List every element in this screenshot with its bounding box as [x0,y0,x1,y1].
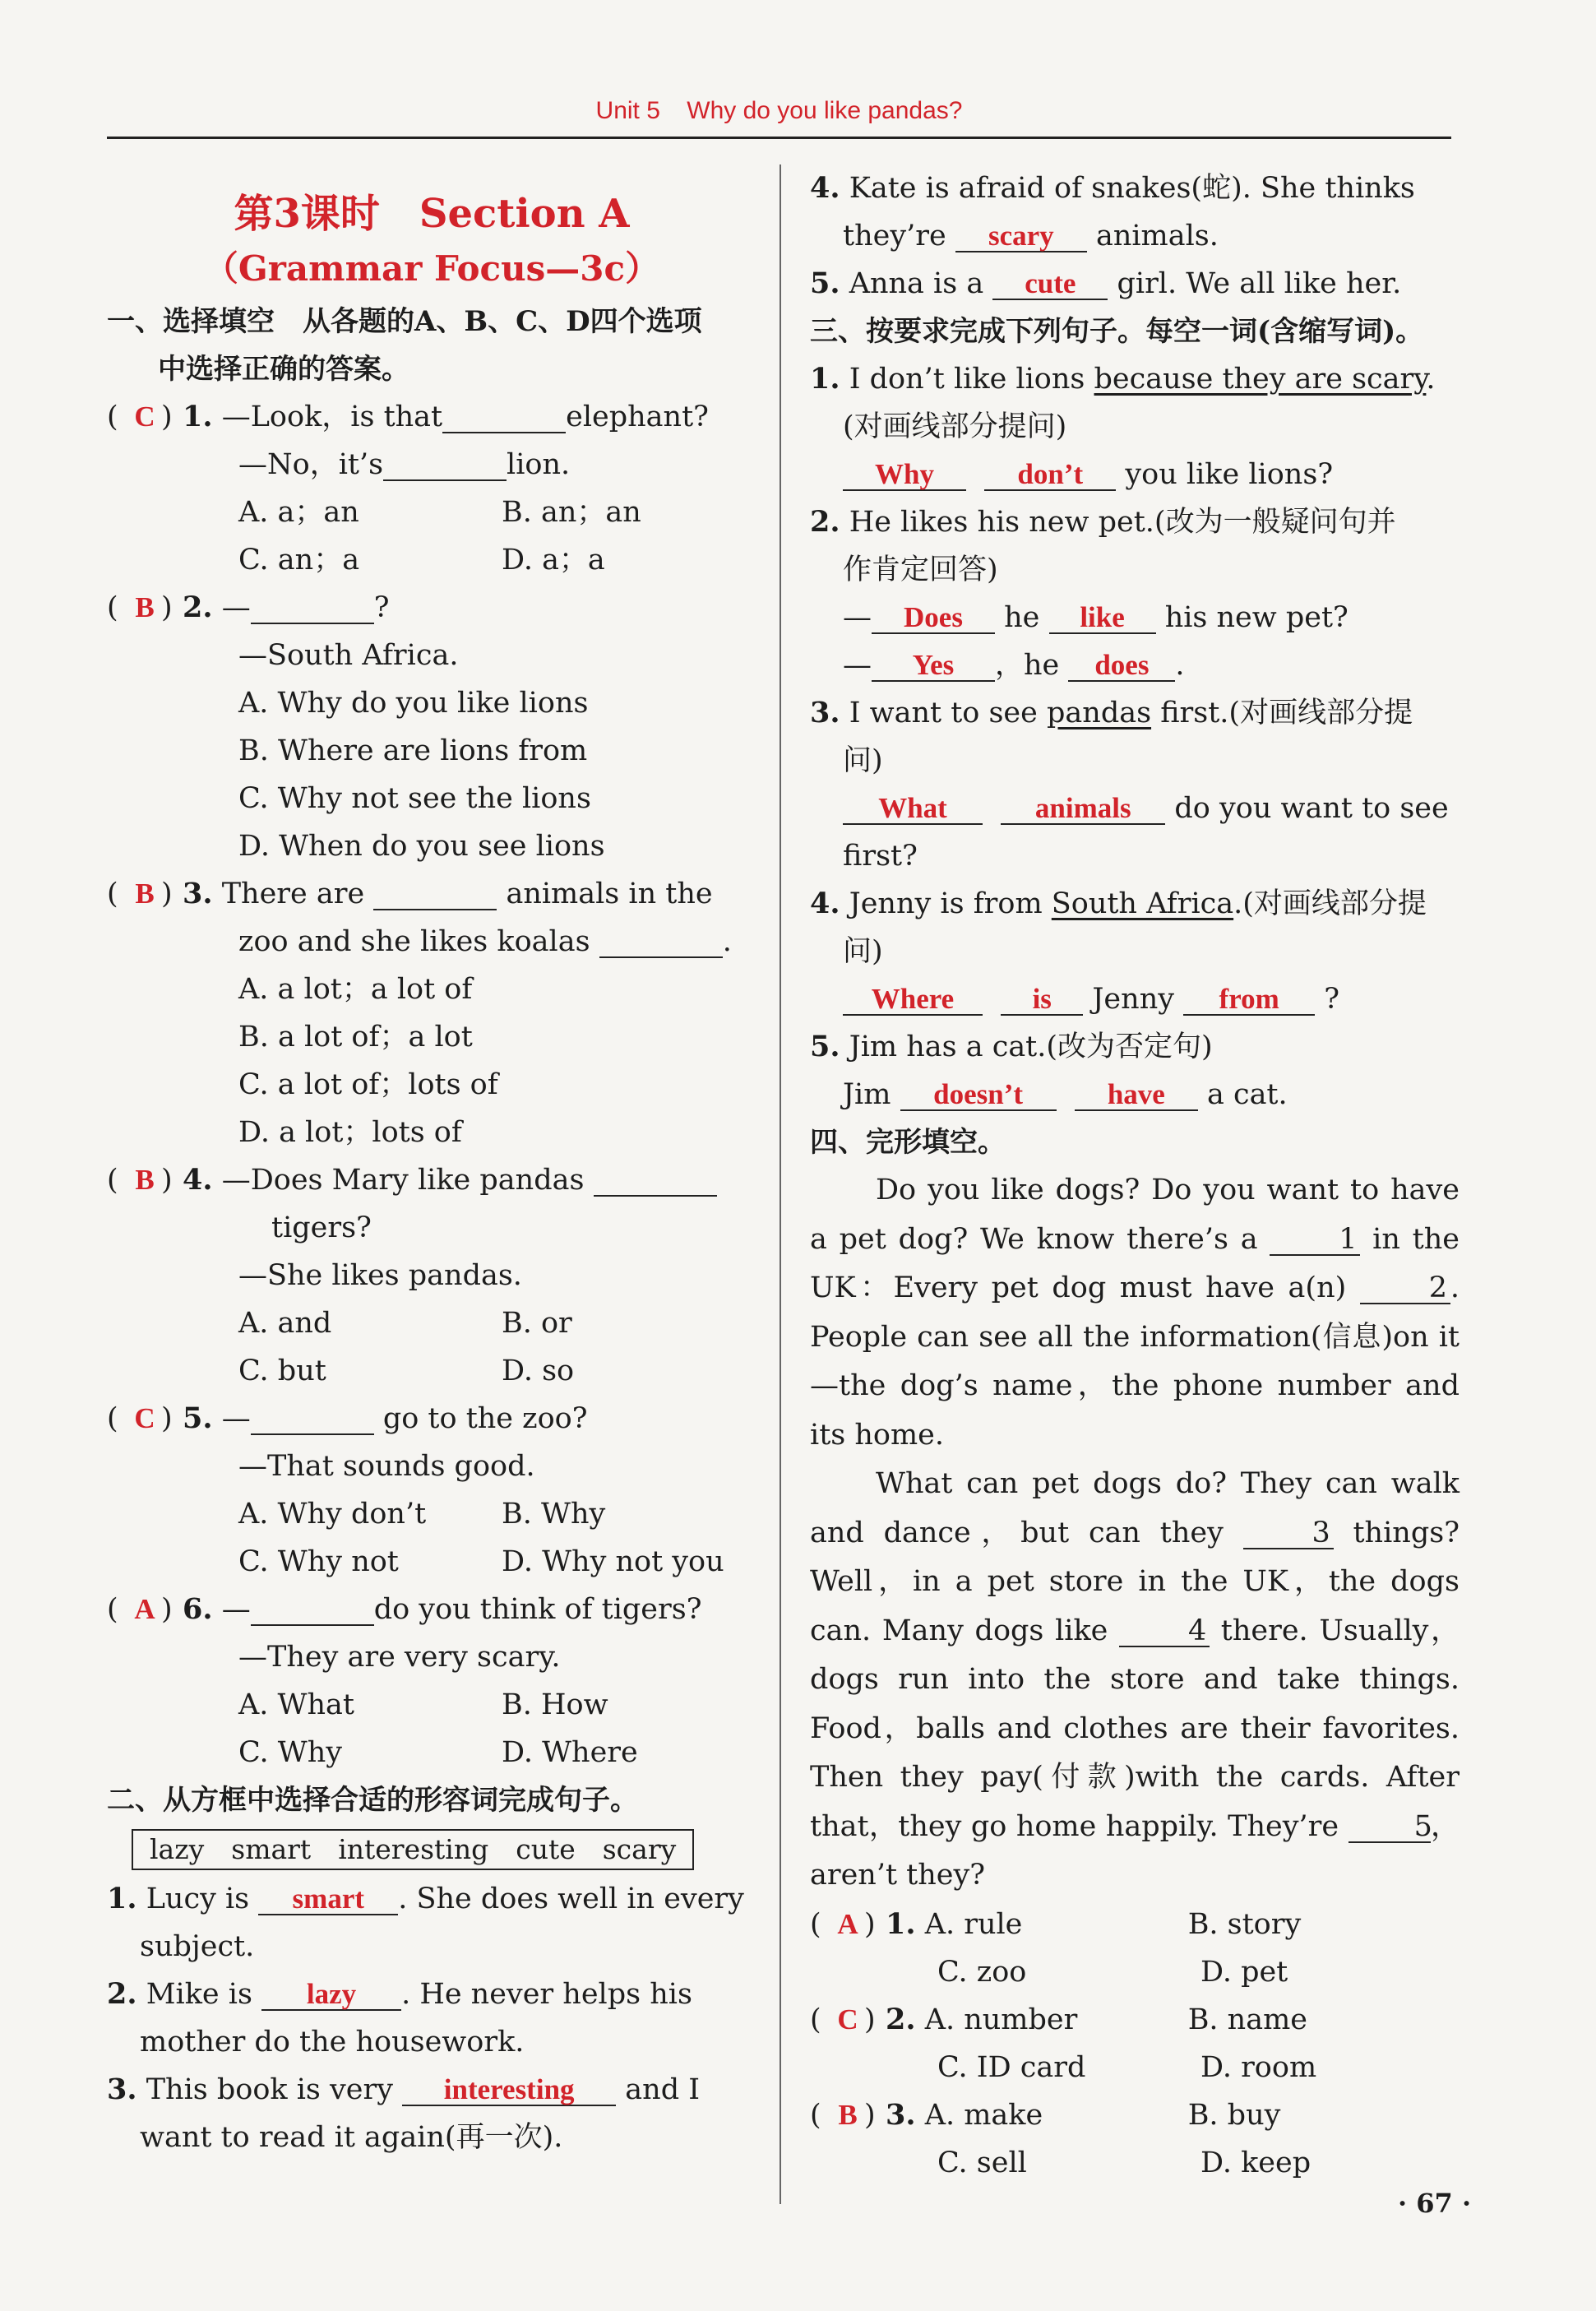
cloze-paragraph-2: What can pet dogs do? They can walk and dance，but can they 3 things? Well，in a pet store in the UK，the dogs can. Many dogs like 4 there. Usually，dogs run into the store and take things. Food，balls and clothes are their favorites. Then they pay(付款)with the cards. After that，they go home happily. They’re 5，aren’t they? [810,1467,1460,1892]
blank [251,593,374,624]
cloze-blank: 5 [1349,1812,1431,1843]
cloze-blank: 4 [1119,1616,1210,1647]
lesson-subtitle: （Grammar Focus—3c） [203,248,660,289]
answer: A [837,1907,858,1940]
answer-blank: smart [258,1884,398,1915]
running-header [107,97,1451,125]
answer-blank: Where [843,984,983,1016]
blank [251,1404,374,1435]
blank [251,1595,374,1626]
part1-heading: 一、选择填空 从各题的A、B、C、D四个选项 [107,305,702,338]
rewrite-2: 2. He likes his new pet.(改为一般疑问句并 [810,505,1396,539]
fill-sentence-5: 5. Anna is a cute girl. We all like her. [810,266,1402,300]
column-divider [779,164,781,2204]
mc-question-2: ( B ) 2. — ? [107,584,756,632]
cloze-blank: 1 [1270,1225,1360,1256]
lesson-title: 第3课时 Section A [234,191,630,237]
answer-blank: is [1001,984,1083,1016]
fill-sentence-3: 3. This book is very interesting and I [107,2072,701,2106]
answer-blank: animals [1001,794,1165,825]
mc-question-6: ( A ) 6. — do you think of tigers? [107,1586,756,1633]
blank [373,879,497,910]
blank [594,1165,717,1197]
mc-question-5: ( C ) 5. — go to the zoo? [107,1395,756,1443]
rewrite-1: 1. I don’t like lions because they are scary. [810,362,1436,396]
fill-sentence-2: 2. Mike is lazy . He never helps his [107,1977,692,2011]
cloze-choice-2: ( C ) 2. A. number B. name [810,1996,1460,2044]
unit-title: Why do you like pandas? [687,97,963,124]
header-rule [107,137,1451,139]
mc-question-3: ( B ) 3. There are animals in the [107,870,756,918]
answer-blank: cute [992,269,1108,300]
answer-blank: What [843,794,983,825]
answer: B [838,2098,858,2131]
answer-blank: Yes [872,651,995,682]
cloze-choice-3: ( B ) 3. A. make B. buy [810,2091,1460,2139]
answer-blank: lazy [261,1980,401,2011]
answer: C [134,401,155,433]
page-number: · 67 · [1398,2188,1472,2219]
unit-label: Unit 5 [595,97,660,124]
answer-blank: interesting [402,2075,616,2106]
cloze-blank: 3 [1243,1518,1334,1549]
answer-blank: like [1049,603,1156,634]
answer-blank: Why [843,460,966,491]
part1-heading-cont: 中选择正确的答案。 [158,353,409,386]
answer: C [134,1402,155,1434]
part3-heading: 三、按要求完成下列句子。每空一词(含缩写词)。 [810,315,1424,348]
answer-blank: from [1183,984,1315,1016]
rewrite-4: 4. Jenny is from South Africa.(对画线部分提 [810,887,1427,920]
answer: B [135,1164,155,1196]
mc-question-4: ( B ) 4. —Does Mary like pandas [107,1156,756,1204]
fill-sentence-1: 1. Lucy is smart . She does well in every [107,1882,744,1915]
cloze-blank: 2 [1360,1273,1450,1304]
mc-question-1: ( C ) 1. —Look，is that elephant? [107,393,756,441]
part4-heading: 四、完形填空。 [810,1126,1006,1159]
blank [599,927,723,958]
word-box: lazy smart interesting cute scary [132,1829,694,1870]
answer-blank: Does [872,603,995,634]
answer-blank: don’t [984,460,1116,491]
right-column: 4. Kate is afraid of snakes(蛇). She thinks they’re scary animals. 5. Anna is a cute girl. We all like her. 三、按要求完成下列句子。每空一词(含缩写词)。 1. I don’t like lions because they are scary. (对画线部分提问) Why don’t you like lions? 2. He likes his new pet.(改为一般疑问句并 作肯定回答) — Does he like his new pet? — Yes ，he does . 3. I want to see pandas first.(对画线部分提 问) What animals do you want to see first? 4. Jenny is from South Africa.(对画线部分提 问) Where is Jenny from ? 5. Jim has a cat.(改为否定句) Jim doesn’t have a cat. 四、完形填空。 Do you like dogs? Do you want to have a pet dog? We know there’s a 1 in the UK：Every pet dog must have a(n) 2 . People can see all the information(信息)on it—the dog’s name，the phone number and its home. What can pet dogs do? They can walk and dance，but can they 3 things? Well，in a pet store in the UK，the dogs can. Many dogs like 4 there. Usually，dogs run into the store and take things. Food，balls and clothes are their favorites. Then they pay(付款)with the cards. After that，they go home happily. They’re 5，aren’t they? ( A ) 1. A. rule B. story C. zoo D. pet ( C ) 2. A. number B. name C. ID card D. room ( B ) 3. A. make B. buy C. sell D. keep [810,164,1460,2187]
rewrite-3: 3. I want to see pandas first.(对画线部分提 [810,696,1413,729]
cloze-choice-1: ( A ) 1. A. rule B. story [810,1901,1460,1948]
fill-sentence-4: 4. Kate is afraid of snakes(蛇). She thinks [810,171,1415,205]
blank [442,402,566,433]
answer-blank: doesn’t [900,1080,1057,1111]
answer-blank: have [1075,1080,1198,1111]
answer: A [134,1593,155,1625]
part2-heading: 二、从方框中选择合适的形容词完成句子。 [107,1784,638,1817]
cloze-paragraph-1: Do you like dogs? Do you want to have a pet dog? We know there’s a 1 in the UK：Every pet dog must have a(n) 2 . People can see all the information(信息)on it—the dog’s name，the phone number and its home. [810,1174,1460,1452]
answer: B [135,878,155,910]
left-column: 第3课时 Section A （Grammar Focus—3c） 一、选择填空 从各题的A、B、C、D四个选项 中选择正确的答案。 ( C ) 1. —Look，is that elephant? —No，it’s lion. A. a；an B. an；an C. an；a D. a；a ( B ) 2. — ? —South Africa. A. Why do you like lions B. Where are lions from C. Why not see the lions D. When do you see lions ( B ) 3. There are animals in the zoo and she likes koalas . A. a lot；a lot of B. a lot of；a lot C. a lot of；lots of D. a lot；lots of ( B ) 4. —Does Mary like pandas tigers? —She likes pandas. A. and B. or C. but D. so ( C ) 5. — go to the zoo? —That sounds good. A. Why don’t B. Why C. Why not D. Why not you ( A ) 6. — do you think of tigers? —They are very scary. A. What B. How C. Why D. Where 二、从方框中选择合适的形容词完成句子。 lazy smart interesting cute scary 1. Lucy is smart . She does well in every subject. 2. Mike is lazy . He never helps his mother do the housework. 3. This book is very interesting and I want to read it again(再一次). [107,164,756,2161]
rewrite-5: 5. Jim has a cat.(改为否定句) [810,1030,1213,1063]
blank [383,450,507,481]
answer: B [135,591,155,623]
answer-blank: scary [955,221,1087,252]
answer: C [837,2003,858,2035]
answer-blank: does [1068,651,1175,682]
